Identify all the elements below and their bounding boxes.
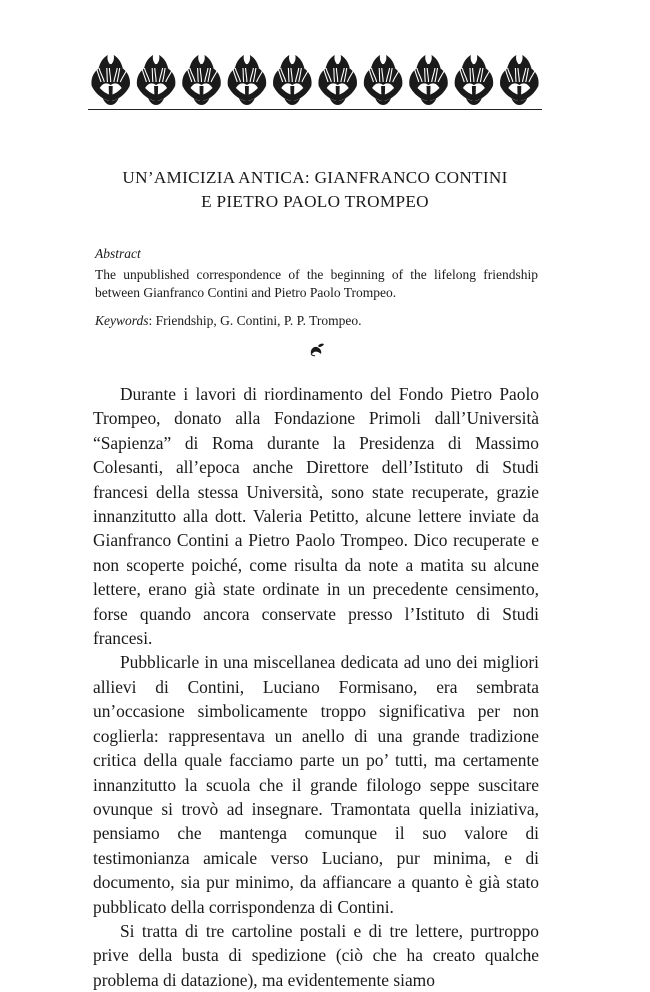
title-line-2: E PIETRO PAOLO TROMPEO: [201, 192, 429, 211]
body-paragraph-1: Durante i lavori di riordinamento del Fondo Pietro Paolo Trompeo, donato alla Fondazione Primoli dall’Università “Sapienza” di Roma durante la Presidenza di Massimo Colesanti, all’epoca anche Direttore dell’Istituto di Studi francesi della stessa Università, sono state recuperate, grazie innanzitutto alla dott. Valeria Petitto, alcune lettere inviate da Gianfranco Contini a Pietro Paolo Trompeo. Dico recuperate e non scoperte poiché, come risulta da note a matita su alcune lettere, erano già state ordinate in un precedente censimento, forse quando ancora conservate presso l’Istituto di Studi francesi.: [93, 384, 539, 649]
abstract-label: Abstract: [95, 246, 141, 261]
fleuron-icon: [309, 343, 325, 357]
article-title: [88, 166, 542, 214]
lotus-flower-ornament-icon: [137, 55, 176, 105]
abstract-text: The unpublished correspondence of the beginning of the lifelong friendship between Gianfranco Contini and Pietro Paolo Trompeo.: [95, 267, 538, 300]
keywords-label: Keywords: [95, 313, 149, 328]
lotus-flower-ornament-icon: [409, 55, 448, 105]
lotus-flower-ornament-icon: [182, 55, 221, 105]
lotus-flower-ornament-icon: [228, 55, 267, 105]
lotus-flower-ornament-icon: [455, 55, 494, 105]
lotus-flower-ornament-icon: [500, 55, 539, 105]
lotus-flower-ornament-icon: [91, 55, 130, 105]
lotus-flower-ornament-icon: [364, 55, 403, 105]
body-paragraph-2: Pubblicarle in una miscellanea dedicata ad uno dei migliori allievi di Contini, Luciano Formisano, era sembrata un’occasione simbolicamente troppo significativa per non coglierla: rappresentava un anello di una grande tradizione critica della quale facciamo parte un po’ tutti, ma certamente innanzitutto la scuola che il grande filologo seppe suscitare ovunque si trovò ad insegnare. Tramontata quella iniziativa, pensiamo che mantenga comunque il suo valore di testimonianza amicale verso Luciano, pur minima, e di documento, sia pur minimo, da affiancare a quanto è già stato pubblicato della corrispondenza di Contini.: [93, 652, 539, 917]
body-text: [93, 382, 539, 992]
title-line-1: UN’AMICIZIA ANTICA: GIANFRANCO CONTINI: [122, 168, 508, 187]
header-rule: [88, 109, 542, 110]
lotus-flower-ornament-icon: [273, 55, 312, 105]
lotus-flower-ornament-icon-strip: [88, 52, 542, 108]
header-ornament-row: [88, 52, 542, 108]
lotus-flower-ornament-icon: [318, 55, 357, 105]
keywords-line: [95, 313, 538, 329]
body-paragraph-3: Si tratta di tre cartoline postali e di tre lettere, purtroppo prive della busta di spedizione (ciò che ha creato qualche problema di datazione), ma evidentemente siamo: [93, 920, 539, 990]
keywords-value: : Friendship, G. Contini, P. P. Trompeo.: [148, 313, 362, 328]
